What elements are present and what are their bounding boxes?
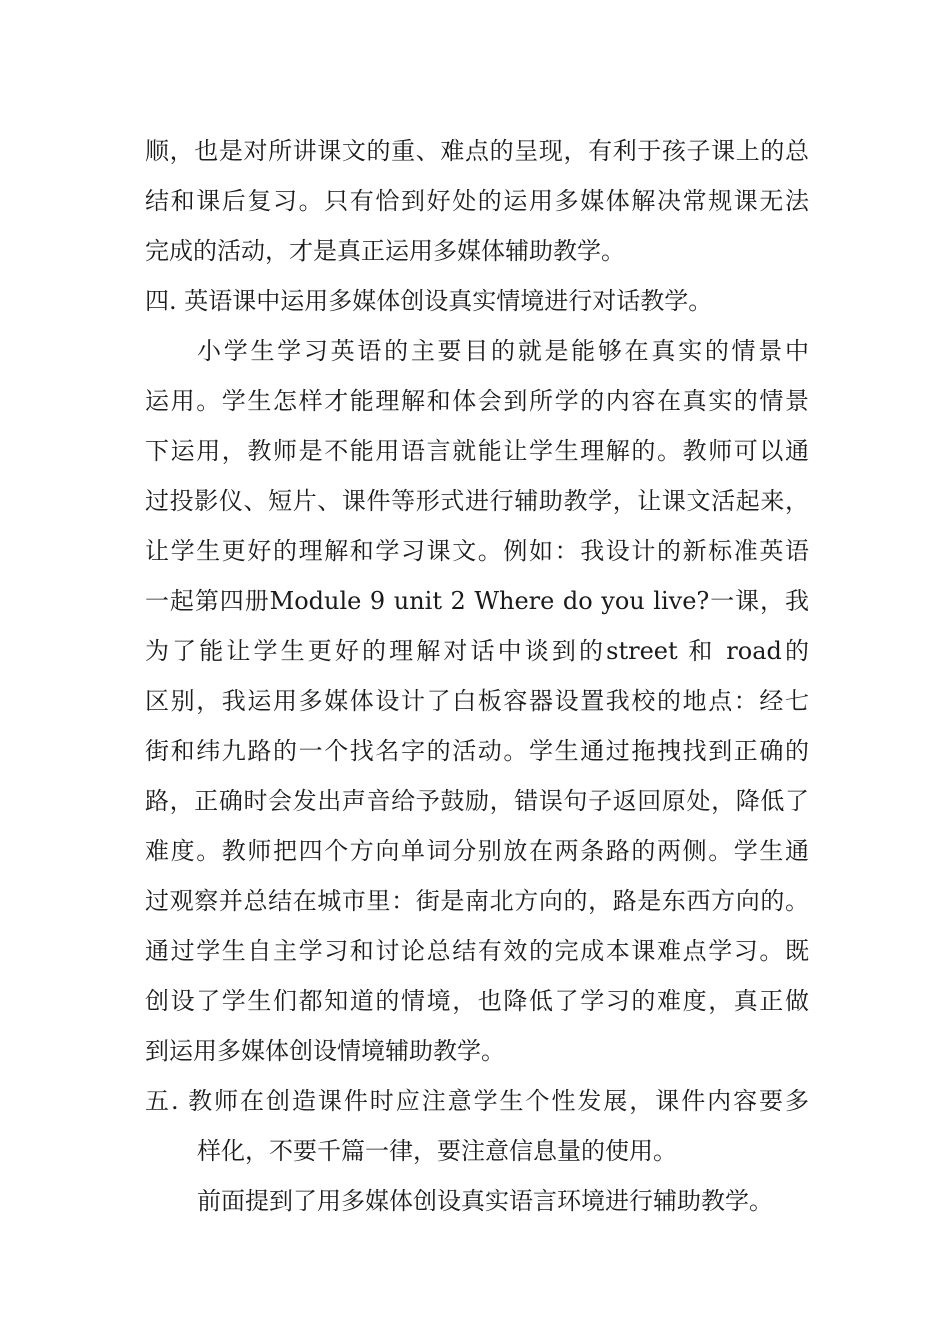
text-line: 通过学生自主学习和讨论总结有效的完成本课难点学习。既 [145, 937, 809, 965]
text-line: 区别，我运用多媒体设计了白板容器设置我校的地点：经七 [145, 687, 809, 715]
text-line: 过投影仪、短片、课件等形式进行辅助教学，让课文活起来， [145, 487, 809, 515]
text-line: 下运用，教师是不能用语言就能让学生理解的。教师可以通 [145, 437, 809, 465]
text-line: 创设了学生们都知道的情境，也降低了学习的难度，真正做 [145, 987, 809, 1015]
text-line: 路，正确时会发出声音给予鼓励，错误句子返回原处，降低了 [145, 787, 809, 815]
text-line: 顺，也是对所讲课文的重、难点的呈现，有利于孩子课上的总 [145, 137, 809, 165]
text-line: 前面提到了用多媒体创设真实语言环境进行辅助教学。 [197, 1187, 773, 1215]
text-line: 到运用多媒体创设情境辅助教学。 [145, 1037, 505, 1065]
text-line: 过观察并总结在城市里：街是南北方向的，路是东西方向的。 [145, 887, 809, 915]
section-heading: 五. 教师在创造课件时应注意学生个性发展，课件内容要多 [145, 1087, 809, 1115]
text-line: 街和纬九路的一个找名字的活动。学生通过拖拽找到正确的 [145, 737, 809, 765]
section-heading-continued: 样化，不要千篇一律，要注意信息量的使用。 [197, 1137, 677, 1165]
text-line: 运用。学生怎样才能理解和体会到所学的内容在真实的情景 [145, 387, 809, 415]
text-line: 一起第四册Module 9 unit 2 Where do you live?一课，我 [145, 587, 809, 615]
text-line: 完成的活动，才是真正运用多媒体辅助教学。 [145, 237, 625, 265]
section-heading: 四. 英语课中运用多媒体创设真实情境进行对话教学。 [145, 287, 713, 315]
text-line: 难度。教师把四个方向单词分别放在两条路的两侧。学生通 [145, 837, 809, 865]
text-line: 让学生更好的理解和学习课文。例如：我设计的新标准英语 [145, 537, 809, 565]
text-line: 小学生学习英语的主要目的就是能够在真实的情景中 [197, 337, 809, 365]
text-line: 结和课后复习。只有恰到好处的运用多媒体解决常规课无法 [145, 187, 809, 215]
text-line: 为了能让学生更好的理解对话中谈到的street 和 road的 [145, 637, 809, 665]
